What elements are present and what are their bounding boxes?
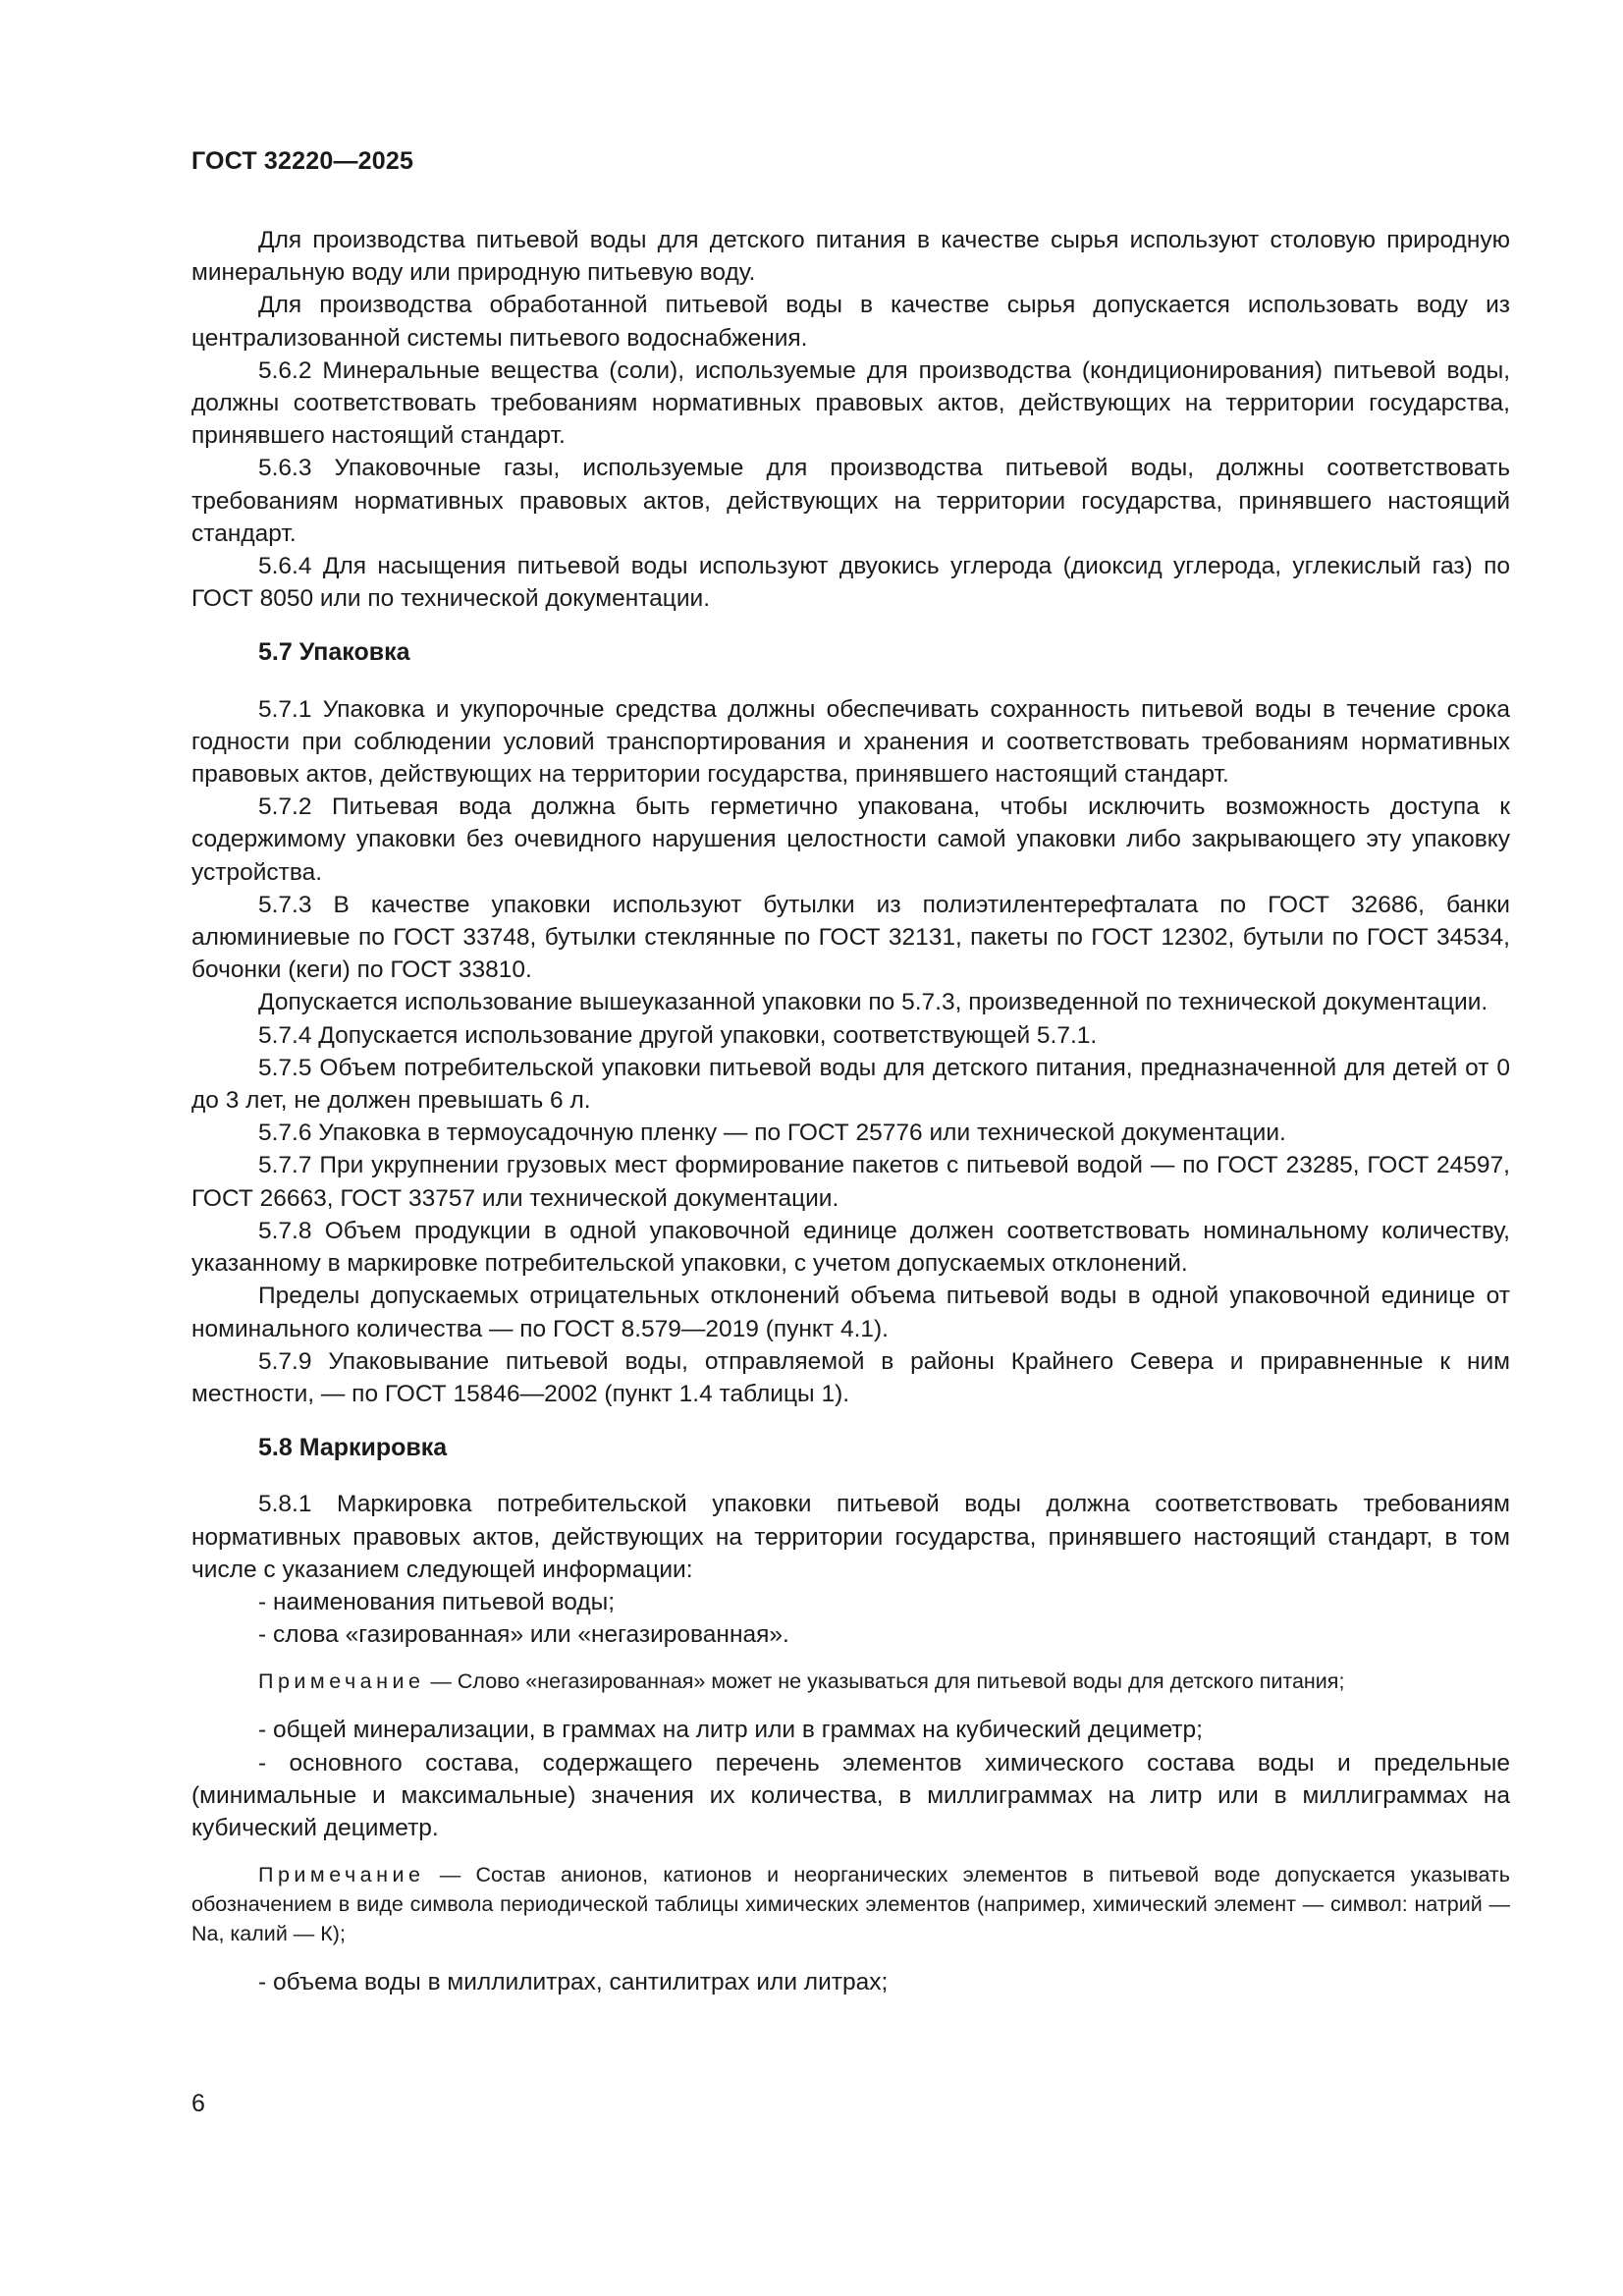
paragraph: 5.8.1 Маркировка потребительской упаковки питьевой воды должна соответствовать требованиям нормативных правовых актов, действующих на территории государства, принявшего настоящий стандарт, в том числе с указанием следующей информации: (191, 1491, 1510, 1583)
list-item: - объема воды в миллилитрах, сантилитрах или литрах; (258, 1969, 889, 1996)
note (191, 1860, 1510, 1948)
paragraph: 5.7.3 В качестве упаковки используют бутылки из полиэтилентерефталата по ГОСТ 32686, банки алюминиевые по ГОСТ 33748, бутылки стеклянные по ГОСТ 32131, пакеты по ГОСТ 12302, бутыли по ГОСТ 34534, бочонки (кеги) по ГОСТ 33810. (191, 891, 1510, 984)
page-number: 6 (191, 2090, 205, 2117)
paragraph: 5.6.3 Упаковочные газы, используемые для производства питьевой воды, должны соответствовать требованиям нормативных правовых актов, действующих на территории государства, принявшего настоящий стандарт. (191, 455, 1510, 547)
note-text: — Состав анионов, катионов и неорганических элементов в питьевой воде допускается указывать обозначением в виде символа периодической таблицы химических элементов (например, химический элемент — символ: натрий — Na, калий — К); (191, 1863, 1510, 1946)
list-item: - основного состава, содержащего перечень элементов химического состава воды и предельные (минимальные и максимальные) значения их количества, в миллиграммах на литр или в миллиграммах на кубический дециметр. (191, 1749, 1510, 1841)
paragraph: Допускается использование вышеуказанной упаковки по 5.7.3, произведенной по технической документации. (258, 989, 1488, 1016)
paragraph: 5.6.2 Минеральные вещества (соли), используемые для производства (кондиционирования) питьевой воды, должны соответствовать требованиям нормативных правовых актов, действующих на территории государства, принявшего настоящий стандарт. (191, 356, 1510, 450)
paragraph: 5.7.4 Допускается использование другой упаковки, соответствующей 5.7.1. (258, 1021, 1098, 1049)
note-text: — Слово «негазированная» может не указываться для питьевой воды для детского питания; (424, 1669, 1345, 1694)
list-item: - общей минерализации, в граммах на литр или в граммах на кубический дециметр; (258, 1717, 1203, 1744)
document-body (191, 224, 1510, 1998)
paragraph: Пределы допускаемых отрицательных отклонений объема питьевой воды в одной упаковочной единице от номинального количества — по ГОСТ 8.579—2019 (пункт 4.1). (191, 1283, 1510, 1342)
paragraph: 5.7.9 Упаковывание питьевой воды, отправляемой в районы Крайнего Севера и приравненные к ним местности, — по ГОСТ 15846—2002 (пункт 1.4 таблицы 1). (191, 1347, 1510, 1407)
list-item: - наименования питьевой воды; (258, 1588, 616, 1615)
note (191, 1667, 1510, 1696)
paragraph: 5.7.6 Упаковка в термоусадочную пленку — по ГОСТ 25776 или технической документации. (258, 1120, 1286, 1147)
paragraph: 5.6.4 Для насыщения питьевой воды используют двуокись углерода (диоксид углерода, углекислый газ) по ГОСТ 8050 или по технической документации. (191, 553, 1510, 613)
list-item: - слова «газированная» или «негазированная». (258, 1621, 789, 1649)
paragraph: 5.7.5 Объем потребительской упаковки питьевой воды для детского питания, предназначенной для детей от 0 до 3 лет, не должен превышать 6 л. (191, 1054, 1510, 1115)
paragraph: 5.7.1 Упаковка и укупорочные средства должны обеспечивать сохранность питьевой воды в течение срока годности при соблюдении условий транспортирования и хранения и соответствовать требованиям нормативных правовых актов, действующих на территории государства, принявшего настоящий стандарт. (191, 695, 1510, 789)
paragraph: Для производства обработанной питьевой воды в качестве сырья допускается использовать воду из централизованной системы питьевого водоснабжения. (191, 292, 1510, 352)
paragraph: 5.7.2 Питьевая вода должна быть герметично упакована, чтобы исключить возможность доступа к содержимому упаковки без очевидного нарушения целостности самой упаковки либо закрывающего эту упаковку устройства. (191, 793, 1510, 886)
paragraph: Для производства питьевой воды для детского питания в качестве сырья используют столовую природную минеральную воду или природную питьевую воду. (191, 227, 1510, 287)
section-heading-packaging: 5.7 Упаковка (258, 638, 410, 667)
note-label: Примечание (258, 1863, 425, 1887)
paragraph: 5.7.8 Объем продукции в одной упаковочной единице должен соответствовать номинальному количеству, указанному в маркировке потребительской упаковки, с учетом допускаемых отклонений. (191, 1217, 1510, 1278)
paragraph: 5.7.7 При укрупнении грузовых мест формирование пакетов с питьевой водой — по ГОСТ 23285, ГОСТ 24597, ГОСТ 26663, ГОСТ 33757 или технической документации. (191, 1152, 1510, 1212)
document-header: ГОСТ 32220—2025 (191, 147, 414, 175)
note-label: Примечание (258, 1669, 425, 1694)
section-heading-labeling: 5.8 Маркировка (258, 1434, 448, 1462)
